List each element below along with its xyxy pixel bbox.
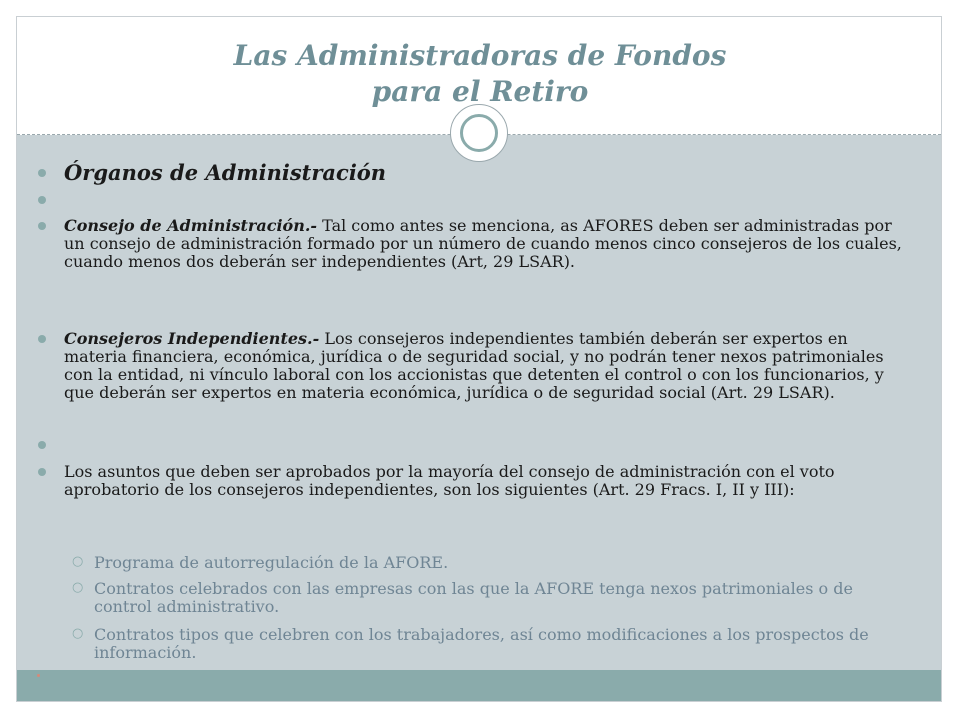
bullet-asuntos-text: Los asuntos que deben ser aprobados por la mayoría del consejo de administración con el voto aprobatorio de los consejeros independientes, son los siguientes (Art. 29 Fracs. I, II y III):	[64, 462, 835, 499]
sub-item-contratos-empresas-text: Contratos celebrados con las empresas con las que la AFORE tenga nexos patrimoniales o de control administrativo.	[94, 579, 853, 616]
sub-item-programa-text: Programa de autorregulación de la AFORE.	[94, 553, 449, 572]
empty-bullet-2	[64, 441, 914, 451]
section-heading-text: Órganos de Administración	[64, 160, 387, 185]
bullet-consejo	[64, 217, 914, 271]
section-heading	[64, 160, 914, 186]
sub-item-contratos-tipos-text: Contratos tipos que celebren con los trabajadores, así como modificaciones a los prospectos de información.	[94, 625, 869, 662]
sub-item-programa	[72, 553, 894, 572]
sub-bullet-icon: ○	[72, 626, 84, 641]
bullet-consejo-lead: Consejo de Administración.-	[64, 216, 318, 235]
empty-bullet-1	[64, 196, 914, 206]
sub-item-contratos-tipos	[72, 625, 894, 662]
footer-dot-icon	[37, 674, 40, 677]
slide-title-line-2: para el Retiro	[371, 75, 589, 108]
bullet-asuntos	[64, 463, 914, 499]
sub-item-contratos-empresas	[72, 579, 894, 616]
bullet-consejeros	[64, 330, 914, 402]
slide-title-line-1: Las Administradoras de Fondos	[233, 39, 727, 72]
sub-bullet-icon: ○	[72, 580, 84, 595]
bullet-consejeros-text: Los consejeros independientes también deberán ser expertos en materia financiera, económica, jurídica o de seguridad social, y no podrán tener nexos patrimoniales con la entidad, ni vínculo laboral con los accionistas que detenten el control o con los funcionarios, y que deberán ser expertos en materia económica, jurídica o de seguridad social (Art. 29 LSAR).	[64, 329, 884, 402]
bullet-consejo-text: Tal como antes se menciona, as AFORES deben ser administradas por un consejo de administración formado por un número de cuando menos cinco consejeros de los cuales, cuando menos dos deberán ser independientes (Art, 29 LSAR).	[64, 216, 902, 271]
bullet-consejeros-lead: Consejeros Independientes.-	[64, 329, 320, 348]
sub-bullet-icon: ○	[72, 554, 84, 569]
